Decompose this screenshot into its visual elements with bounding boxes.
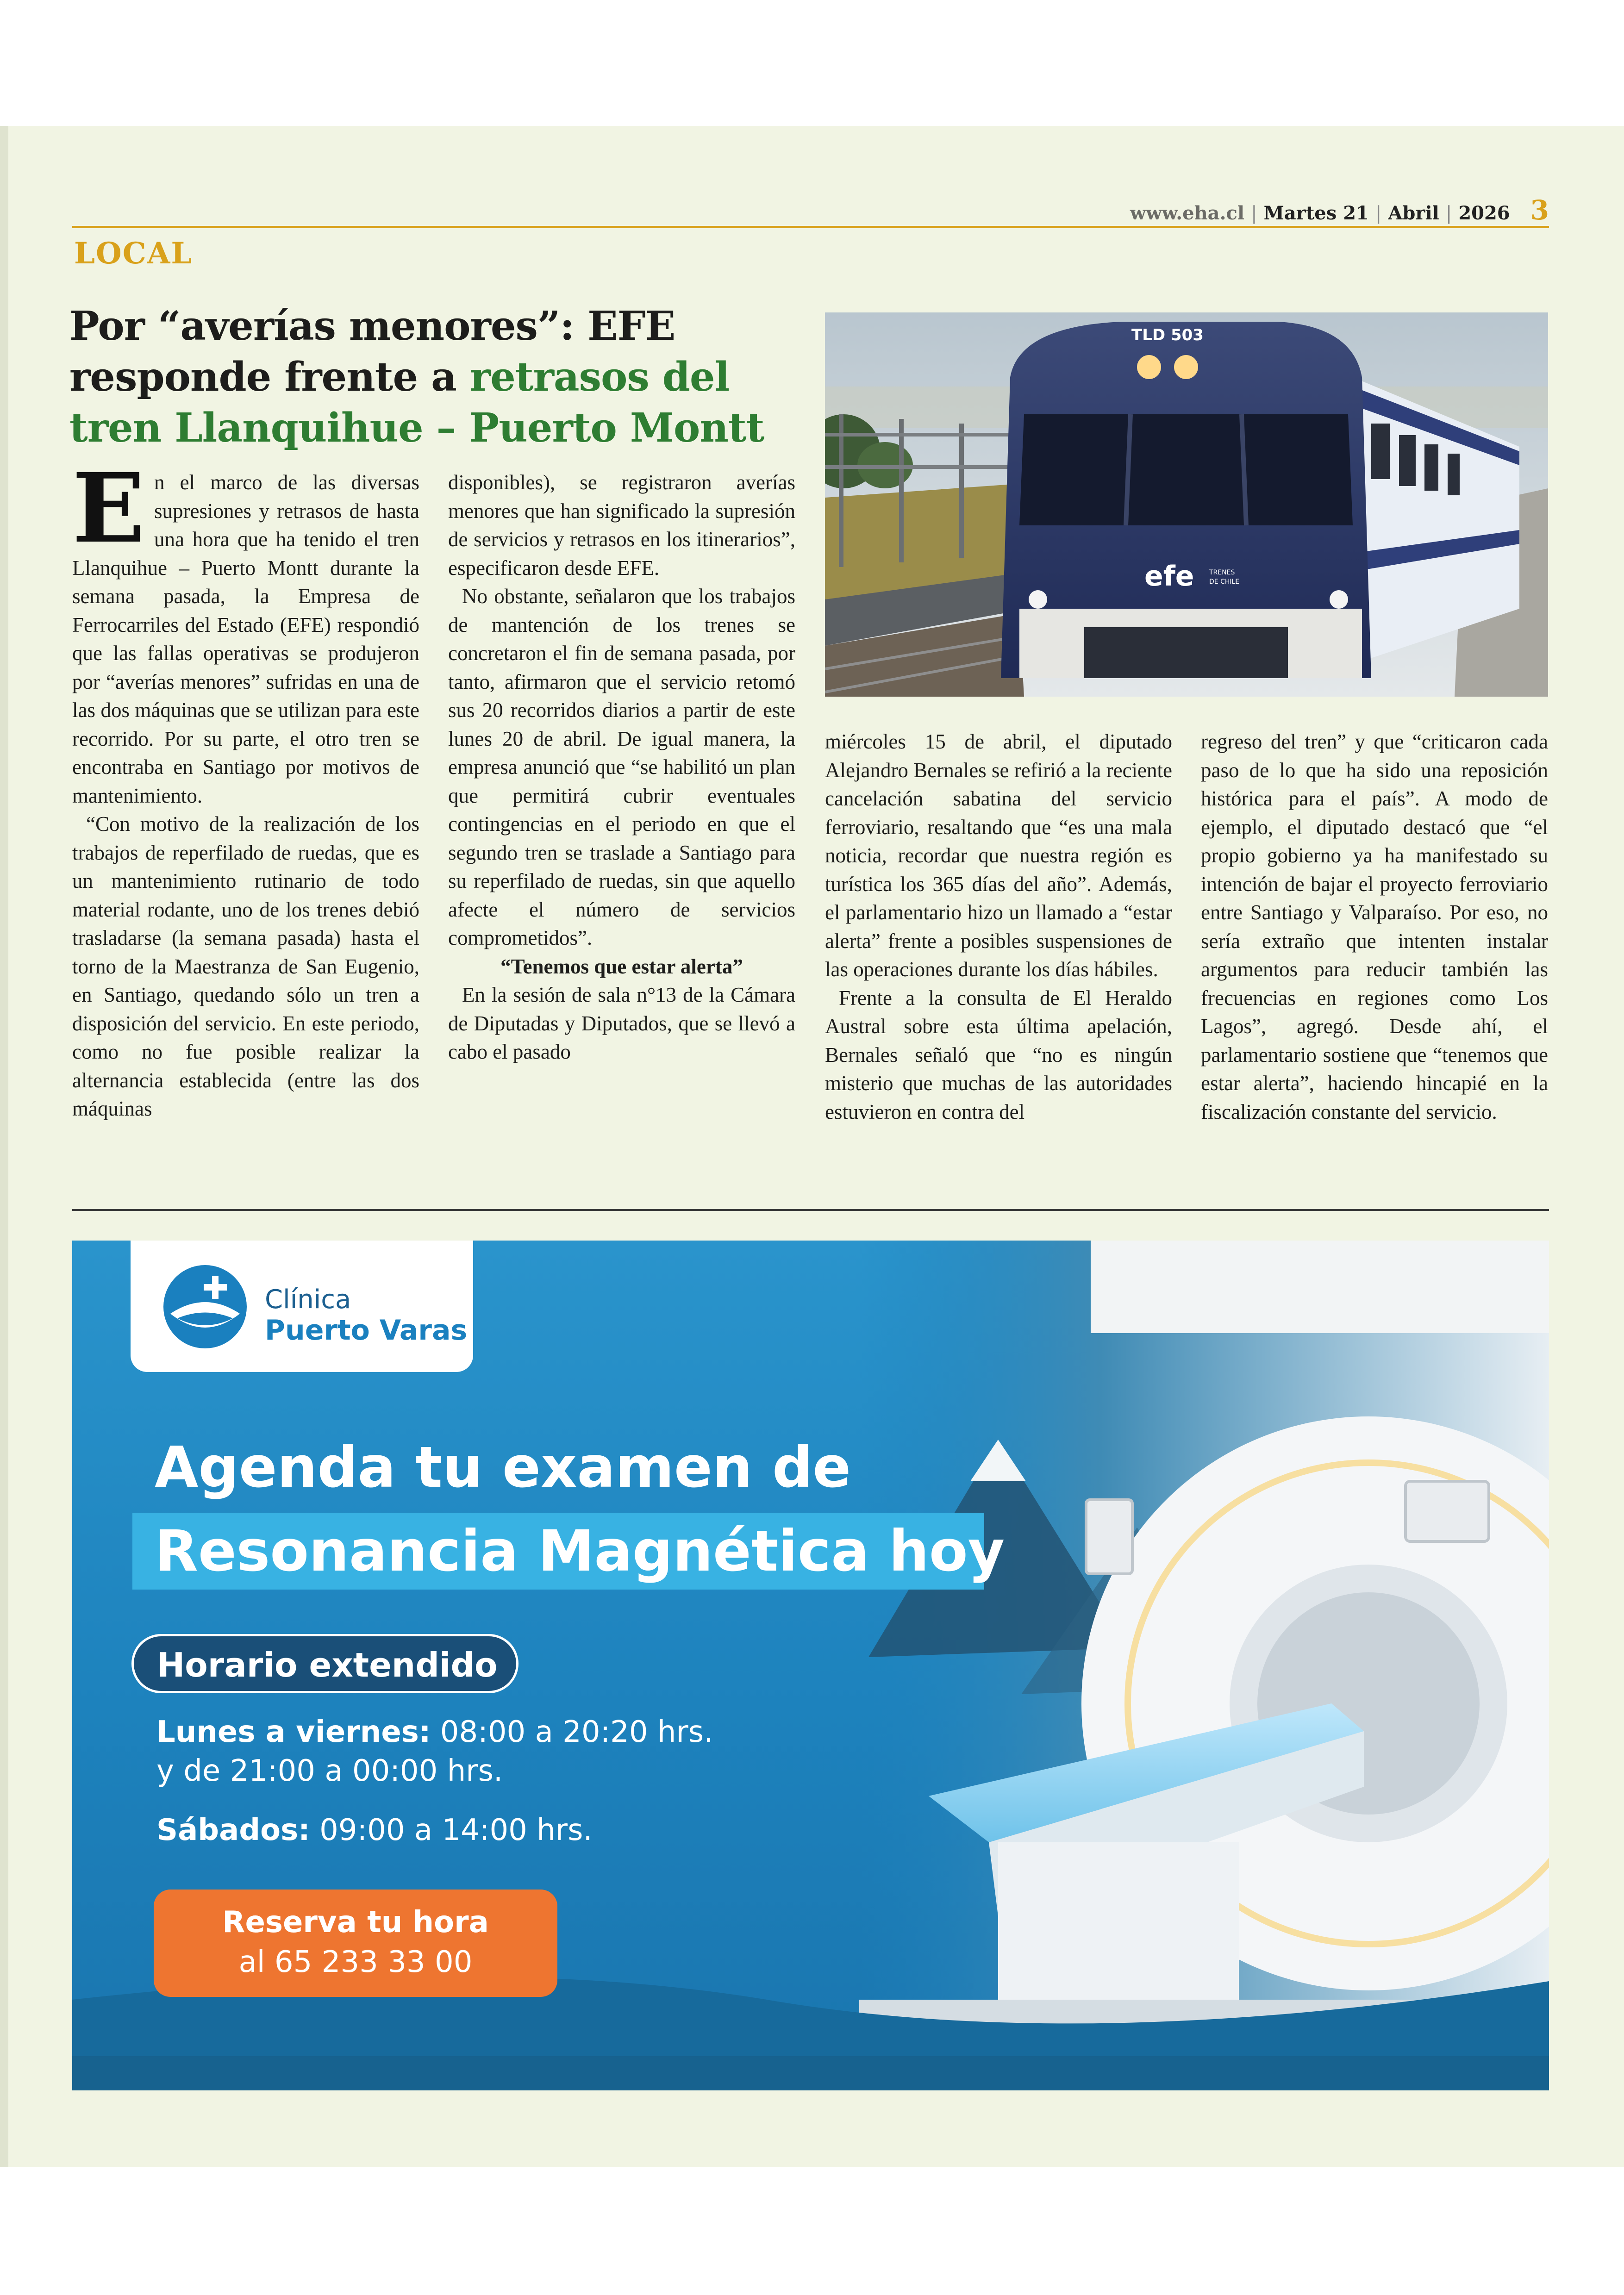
article-column-3 — [825, 728, 1172, 1126]
train-code: TLD 503 — [1131, 326, 1204, 344]
paragraph: disponibles), se registraron averías menores que han significado la supresión de servicios y retrasos en los itinerarios”, especificaron desde EFE. — [448, 471, 795, 580]
extended-hours-badge — [131, 1634, 518, 1693]
site-url[interactable]: www.eha.cl — [1130, 202, 1245, 224]
header-month: Abril — [1388, 202, 1439, 224]
separator: | — [1251, 203, 1257, 224]
page-number: 3 — [1530, 194, 1549, 226]
saturday-hours: 09:00 a 14:00 hrs. — [310, 1813, 593, 1847]
paragraph: En la sesión de sala n°13 de la Cámara de Diputadas y Diputados, que se llevó a cabo el pasado — [448, 983, 795, 1063]
headline-part1: Por “averías menores”: EFE responde frente a — [69, 303, 675, 400]
paragraph: “Con motivo de la realización de los trabajos de reperfilado de ruedas, que es un mantenimiento rutinario de todo material rodante, uno de los trenes debió trasladarse (la semana pasada) hasta el torno de la Maestranza de San Eugenio, en Santiago, quedando sólo un tren a disposición del servicio. En este periodo, como no fue posible realizar la alternancia establecida (entre las dos máquinas — [72, 812, 419, 1120]
section-label: LOCAL — [74, 236, 193, 271]
drop-cap: E — [72, 452, 145, 564]
separator: | — [1375, 203, 1382, 224]
clinic-name-line1: Clínica — [265, 1285, 351, 1315]
efe-logo-sub1: TRENES — [1209, 569, 1235, 576]
article-column-4 — [1201, 728, 1548, 1126]
article-divider — [72, 1209, 1549, 1211]
page-edge — [0, 126, 8, 2167]
clinic-name-line2: Puerto Varas — [265, 1314, 468, 1347]
paragraph: No obstante, señalaron que los trabajos de mantención de los trenes se concretaron el fin de semana pasada, por tanto, afirmaron que el servicio retomó sus 20 recorridos diarios a partir de este lunes 20 de abril. De igual manera, la empresa anunció que “se habilitó un plan que permitirá cubrir eventuales contingencias en el periodo en que el segundo tren se traslade a Santiago para su reperfilado de ruedas, sin que aquello afecte el número de servicios comprometidos”. — [448, 585, 795, 949]
article-headline — [69, 301, 819, 454]
paragraph: miércoles 15 de abril, el diputado Alejandro Bernales se refirió a la reciente cancelación sabatina del servicio ferroviario, resaltando que “es una mala noticia, recordar que nuestra región es turística los 365 días del año”. Además, el parlamentario hizo un llamado a “estar alerta” frente a posibles suspensiones de las operaciones durante los días hábiles. — [825, 730, 1172, 981]
article-column-1 — [72, 452, 419, 1123]
clinic-advertisement[interactable] — [72, 1241, 1549, 2090]
paragraph — [72, 452, 419, 810]
schedule-saturday — [156, 1811, 713, 1850]
header-year: 2026 — [1458, 202, 1510, 224]
header-day: Martes 21 — [1263, 202, 1369, 224]
schedule-weekdays-late: y de 21:00 a 00:00 hrs. — [156, 1754, 503, 1788]
ad-headline-line2: Resonancia Magnética hoy — [155, 1518, 1005, 1584]
header-meta — [1130, 194, 1549, 226]
saturday-label: Sábados: — [156, 1813, 310, 1847]
paragraph-text: n el marco de las diversas supresiones y retrasos de hasta una hora que ha tenido el tren Llanquihue – Puerto Montt durante la semana pasada, la Empresa de Ferrocarriles del Estado (EFE) respondió que las fallas operativas se produjeron por “averías menores” sufridas en una de las dos máquinas que se utilizan para este recorrido. Por su parte, el otro tren se encontraba en Santiago por motivos de mantenimiento. — [72, 471, 419, 807]
article-column-2 — [448, 468, 795, 1066]
paragraph: Frente a la consulta de El Heraldo Austral sobre esta última apelación, Bernales señaló que “no es ningún misterio que muchas de las autoridades estuvieron en contra del — [825, 986, 1172, 1123]
cta-phone: al 65 233 33 00 — [238, 1945, 473, 1979]
paragraph: regreso del tren” y que “criticaron cada paso de lo que ha sido una reposición histórica para el país”. A modo de ejemplo, el diputado destacó que “el propio gobierno ya ha manifestado su intención de bajar el proyecto ferroviario entre Santiago y Valparaíso. Por eso, no sería extraño que intenten instalar argumentos para reducir también las frecuencias en regiones como Los Lagos”, agregó. Desde ahí, el parlamentario sostiene que “tenemos que estar alerta”, haciendo hincapié en la fiscalización constante del servicio. — [1201, 730, 1548, 1123]
clinic-name — [265, 1285, 467, 1346]
article-subhead: “Tenemos que estar alerta” — [500, 954, 743, 978]
schedule-weekdays — [156, 1713, 713, 1752]
train-illustration — [825, 312, 1548, 697]
weekday-label: Lunes a viernes: — [156, 1715, 431, 1749]
weekday-hours: 08:00 a 20:20 hrs. — [431, 1715, 713, 1749]
efe-logo-sub2: DE CHILE — [1209, 578, 1240, 586]
book-appointment-button[interactable] — [154, 1890, 557, 1997]
ad-headline-line1: Agenda tu examen de — [155, 1434, 851, 1500]
ad-bottom-band — [72, 2056, 1549, 2090]
extended-hours-label: Horario extendido — [157, 1646, 498, 1684]
headline-part2: retrasos del tren Llanquihue – Puerto Montt — [69, 354, 764, 451]
cta-line1: Reserva tu hora — [222, 1905, 489, 1940]
separator: | — [1445, 203, 1452, 224]
header-rule — [72, 226, 1549, 228]
clinic-logo[interactable] — [131, 1241, 473, 1372]
clinic-logo-icon — [161, 1263, 249, 1351]
train-photo — [825, 312, 1548, 697]
schedule — [156, 1713, 713, 1850]
efe-logo: efe — [1144, 560, 1194, 592]
page-header — [72, 194, 1549, 227]
